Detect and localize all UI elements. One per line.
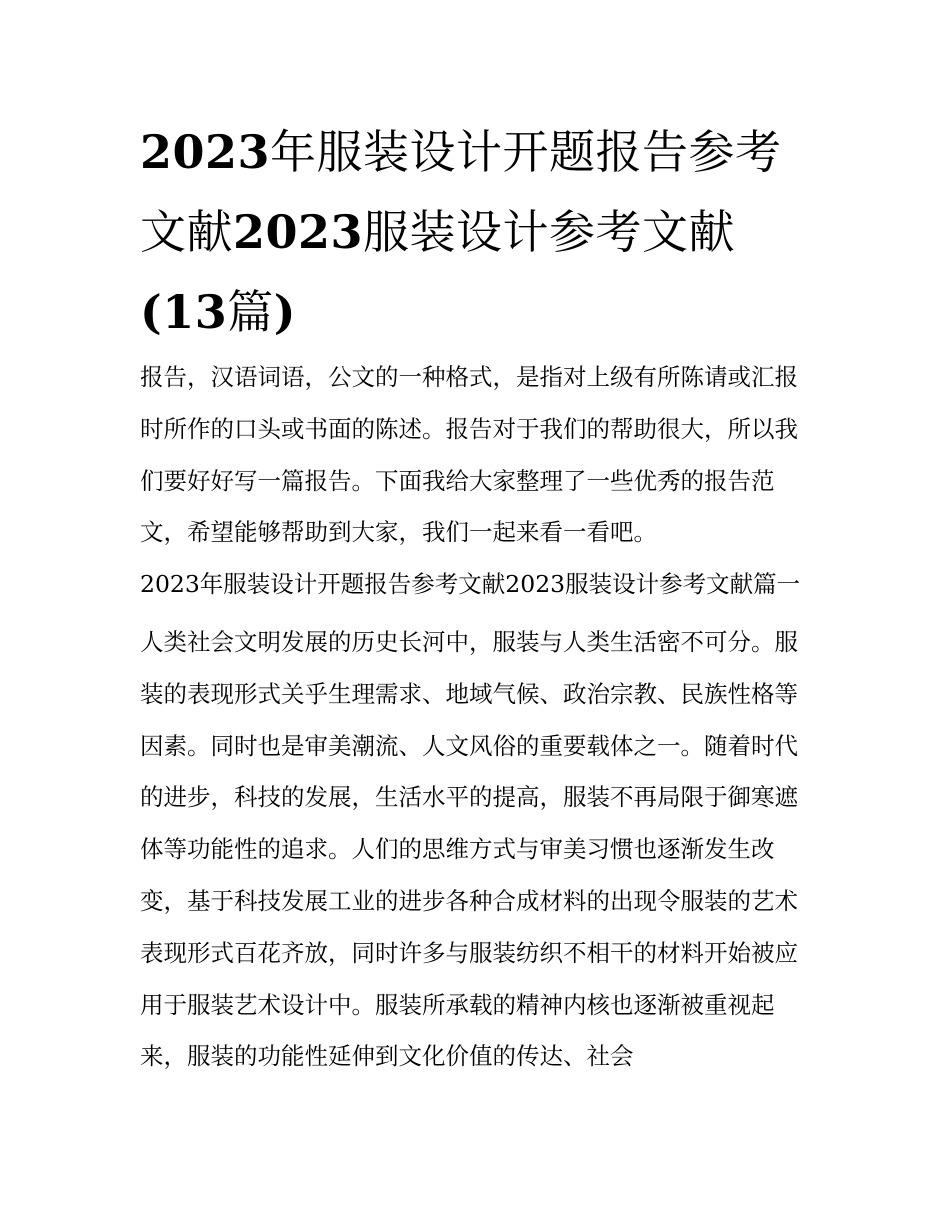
title-text-2: 服装设计参考文献 (363, 205, 736, 259)
title-count-open: (13 (140, 285, 228, 339)
title-count-unit: 篇 (227, 285, 274, 339)
document-body (140, 352, 820, 1083)
title-text-1: 年服装设计开题报告参考文献 (140, 125, 782, 259)
section-heading: 2023年服装设计开题报告参考文献2023服装设计参考文献篇一 (140, 570, 801, 599)
document-title (140, 112, 820, 352)
section-paragraph: 人类社会文明发展的历史长河中，服装与人类生活密不可分。服装的表现形式关乎生理需求、地域气候、政治宗教、民族性格等因素。同时也是审美潮流、人文风俗的重要载体之一。随着时代的进步，科技的发展，生活水平的提高，服装不再局限于御寒遮体等功能性的追求。人们的思维方式与审美习惯也逐渐发生改变，基于科技发展工业的进步各种合成材料的出现令服装的艺术表现形式百花齐放，同时许多与服装纺织不相干的材料开始被应用于服装艺术设计中。服装所承载的精神内核也逐渐被重视起来，服装的功能性延伸到文化价值的传达、社会 (140, 627, 798, 1071)
title-count-close: ) (273, 285, 297, 339)
title-year-2: 2023 (233, 205, 364, 259)
title-year-1: 2023 (140, 125, 271, 179)
intro-paragraph: 报告，汉语词语，公文的一种格式，是指对上级有所陈请或汇报时所作的口头或书面的陈述。报告对于我们的帮助很大，所以我们要好好写一篇报告。下面我给大家整理了一些优秀的报告范文，希望能够帮助到大家，我们一起来看一看吧。 (140, 363, 798, 547)
